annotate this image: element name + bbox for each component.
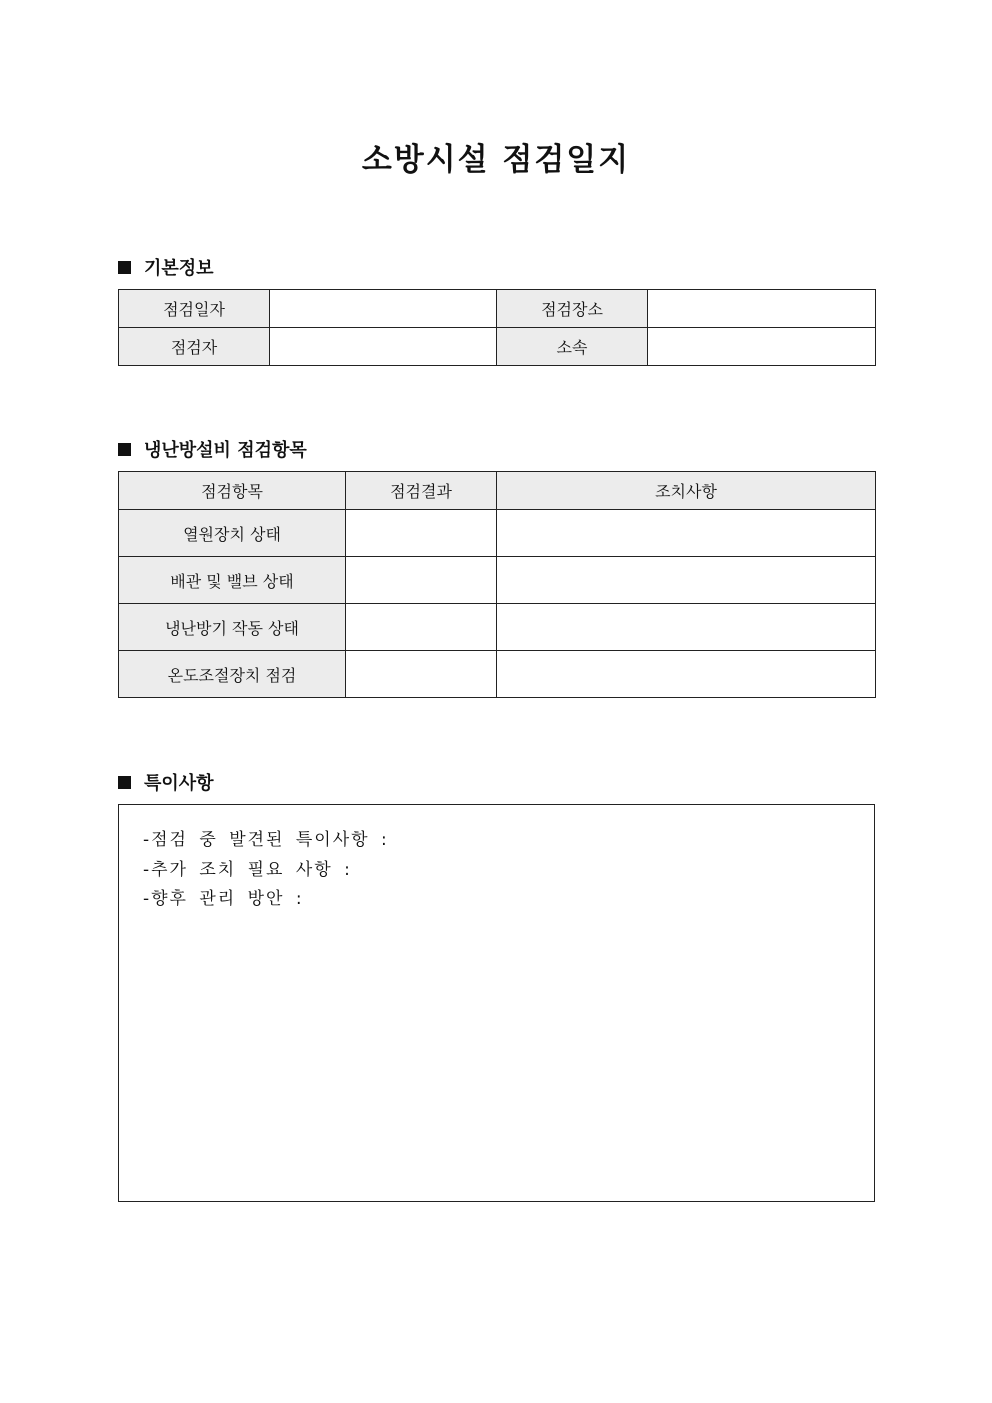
check-item-label: 배관 및 밸브 상태	[119, 557, 346, 604]
inspector-field[interactable]	[270, 328, 497, 366]
table-row	[119, 328, 876, 366]
check-action-field[interactable]	[497, 557, 876, 604]
inspector-label: 점검자	[119, 328, 270, 366]
check-item-label: 냉난방기 작동 상태	[119, 604, 346, 651]
column-header-item: 점검항목	[119, 472, 346, 510]
check-result-field[interactable]	[346, 651, 497, 698]
notes-line-future-plan: -향후 관리 방안 :	[143, 889, 304, 909]
date-field[interactable]	[270, 290, 497, 328]
square-bullet-icon	[118, 443, 131, 456]
check-action-field[interactable]	[497, 604, 876, 651]
check-item-label: 온도조절장치 점검	[119, 651, 346, 698]
check-result-field[interactable]	[346, 510, 497, 557]
section-title: 기본정보	[144, 258, 214, 279]
section-title: 특이사항	[144, 773, 214, 794]
affiliation-field[interactable]	[648, 328, 876, 366]
table-header-row	[119, 472, 876, 510]
place-label: 점검장소	[497, 290, 648, 328]
table-row	[119, 651, 876, 698]
check-action-field[interactable]	[497, 651, 876, 698]
table-row	[119, 510, 876, 557]
check-item-label: 열원장치 상태	[119, 510, 346, 557]
notes-line-findings: -점검 중 발견된 특이사항 :	[143, 830, 389, 850]
date-label: 점검일자	[119, 290, 270, 328]
section-heading-basic-info	[118, 254, 214, 280]
column-header-result: 점검결과	[346, 472, 497, 510]
square-bullet-icon	[118, 261, 131, 274]
section-heading-hvac-check	[118, 436, 307, 462]
section-heading-notes	[118, 769, 214, 795]
hvac-check-table	[118, 471, 876, 698]
square-bullet-icon	[118, 776, 131, 789]
check-result-field[interactable]	[346, 557, 497, 604]
column-header-action: 조치사항	[497, 472, 876, 510]
section-title: 냉난방설비 점검항목	[144, 440, 307, 461]
table-row	[119, 557, 876, 604]
check-action-field[interactable]	[497, 510, 876, 557]
table-row	[119, 290, 876, 328]
check-result-field[interactable]	[346, 604, 497, 651]
notes-line-additional-actions: -추가 조치 필요 사항 :	[143, 860, 352, 880]
basic-info-table	[118, 289, 876, 366]
table-row	[119, 604, 876, 651]
place-field[interactable]	[648, 290, 876, 328]
affiliation-label: 소속	[497, 328, 648, 366]
notes-textarea[interactable]	[118, 804, 875, 1202]
page-title: 소방시설 점검일지	[361, 142, 631, 178]
